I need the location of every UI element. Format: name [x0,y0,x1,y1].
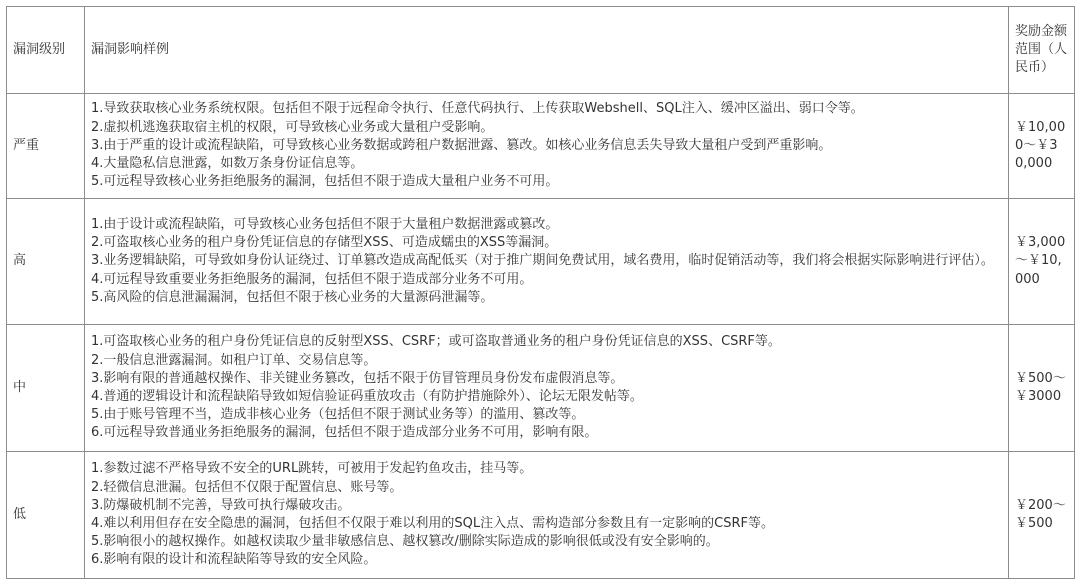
impact-item: 3.防爆破机制不完善，导致可执行爆破攻击。 [91,497,351,513]
impact-item: 2.可盗取核心业务的租户身份凭证信息的存储型XSS、可造成蠕虫的XSS等漏洞。 [91,235,558,251]
impact-item: 3.影响有限的普通越权操作、非关键业务篡改，包括不限于仿冒管理员身份发布虚假消息等。 [91,370,624,386]
vulnerability-reward-table [6,6,1075,579]
table-row-critical [7,94,1075,199]
impact-item: 5.由于账号管理不当，造成非核心业务（包括但不限于测试业务等）的滥用、篡改等。 [91,407,585,423]
level-cell: 中 [7,325,85,452]
amount-cell: ￥10,000～￥30,000 [1009,94,1075,199]
impact-item: 5.影响很小的越权操作。如越权读取少量非敏感信息、越权篡改/删除实际造成的影响很低或没有安全影响的。 [91,534,719,550]
amount-cell: ￥200～￥500 [1009,452,1075,579]
impact-item: 1.导致获取核心业务系统权限。包括但不限于远程命令执行、任意代码执行、上传获取Webshell、SQL注入、缓冲区溢出、弱口令等。 [91,101,864,117]
impact-item: 3.业务逻辑缺陷，可导致如身份认证绕过、订单篡改造成高配低买（对于推广期间免费试用，域名费用，临时促销活动等，我们将会根据实际影响进行评估）。 [91,253,994,269]
impact-item: 2.轻微信息泄漏。包括但不仅限于配置信息、账号等。 [91,479,403,495]
level-cell: 低 [7,452,85,579]
table-row-high [7,199,1075,325]
impact-item: 6.可远程导致普通业务拒绝服务的漏洞，包括但不限于造成部分业务不可用，影响有限。 [91,425,598,441]
impact-item: 4.普通的逻辑设计和流程缺陷导致如短信验证码重放攻击（有防护措施除外）、论坛无限发帖等。 [91,389,643,404]
impact-item: 1.由于设计或流程缺陷，可导致核心业务包括但不限于大量租户数据泄露或篡改。 [91,216,559,232]
level-cell: 严重 [7,94,85,199]
header-vuln-impact: 漏洞影响样例 [85,7,1009,94]
impact-item: 2.虚拟机逃逸获取宿主机的权限，可导致核心业务或大量租户受影响。 [91,119,494,135]
impact-item: 1.参数过滤不严格导致不安全的URL跳转，可被用于发起钓鱼攻击，挂马等。 [91,461,533,477]
impact-item: 2.一般信息泄露漏洞。如租户订单、交易信息等。 [91,352,377,368]
impact-cell [85,452,1009,579]
impact-cell [85,94,1009,199]
impact-item: 5.高风险的信息泄漏漏洞，包括但不限于核心业务的大量源码泄漏等。 [91,289,494,305]
impact-item: 4.大量隐私信息泄露，如数万条身份证信息等。 [91,156,364,172]
impact-item: 4.可远程导致重要业务拒绝服务的漏洞，包括但不限于造成部分业务不可用。 [91,271,533,287]
amount-cell: ￥500～￥3000 [1009,325,1075,452]
impact-item: 3.由于严重的设计或流程缺陷，可导致核心业务数据或跨租户数据泄露、篡改。如核心业务信息丢失导致大量租户受到严重影响。 [91,137,832,153]
level-cell: 高 [7,199,85,325]
impact-item: 5.可远程导致核心业务拒绝服务的漏洞，包括但不限于造成大量租户业务不可用。 [91,174,559,190]
impact-cell [85,325,1009,452]
impact-item: 4.难以利用但存在安全隐患的漏洞，包括但不仅限于难以利用的SQL注入点、需构造部分参数且有一定影响的CSRF等。 [91,516,774,531]
impact-item: 6.影响有限的设计和流程缺陷等导致的安全风险。 [91,552,377,568]
table-row-low [7,452,1075,579]
impact-item: 1.可盗取核心业务的租户身份凭证信息的反射型XSS、CSRF；或可盗取普通业务的租户身份凭证信息的XSS、CSRF等。 [91,334,781,350]
table-row-medium [7,325,1075,452]
table-header-row [7,7,1075,94]
header-vuln-level: 漏洞级别 [7,7,85,94]
header-reward-amount: 奖励金额范围（人民币） [1009,7,1075,94]
impact-cell [85,199,1009,325]
amount-cell: ￥3,000～￥10,000 [1009,199,1075,325]
